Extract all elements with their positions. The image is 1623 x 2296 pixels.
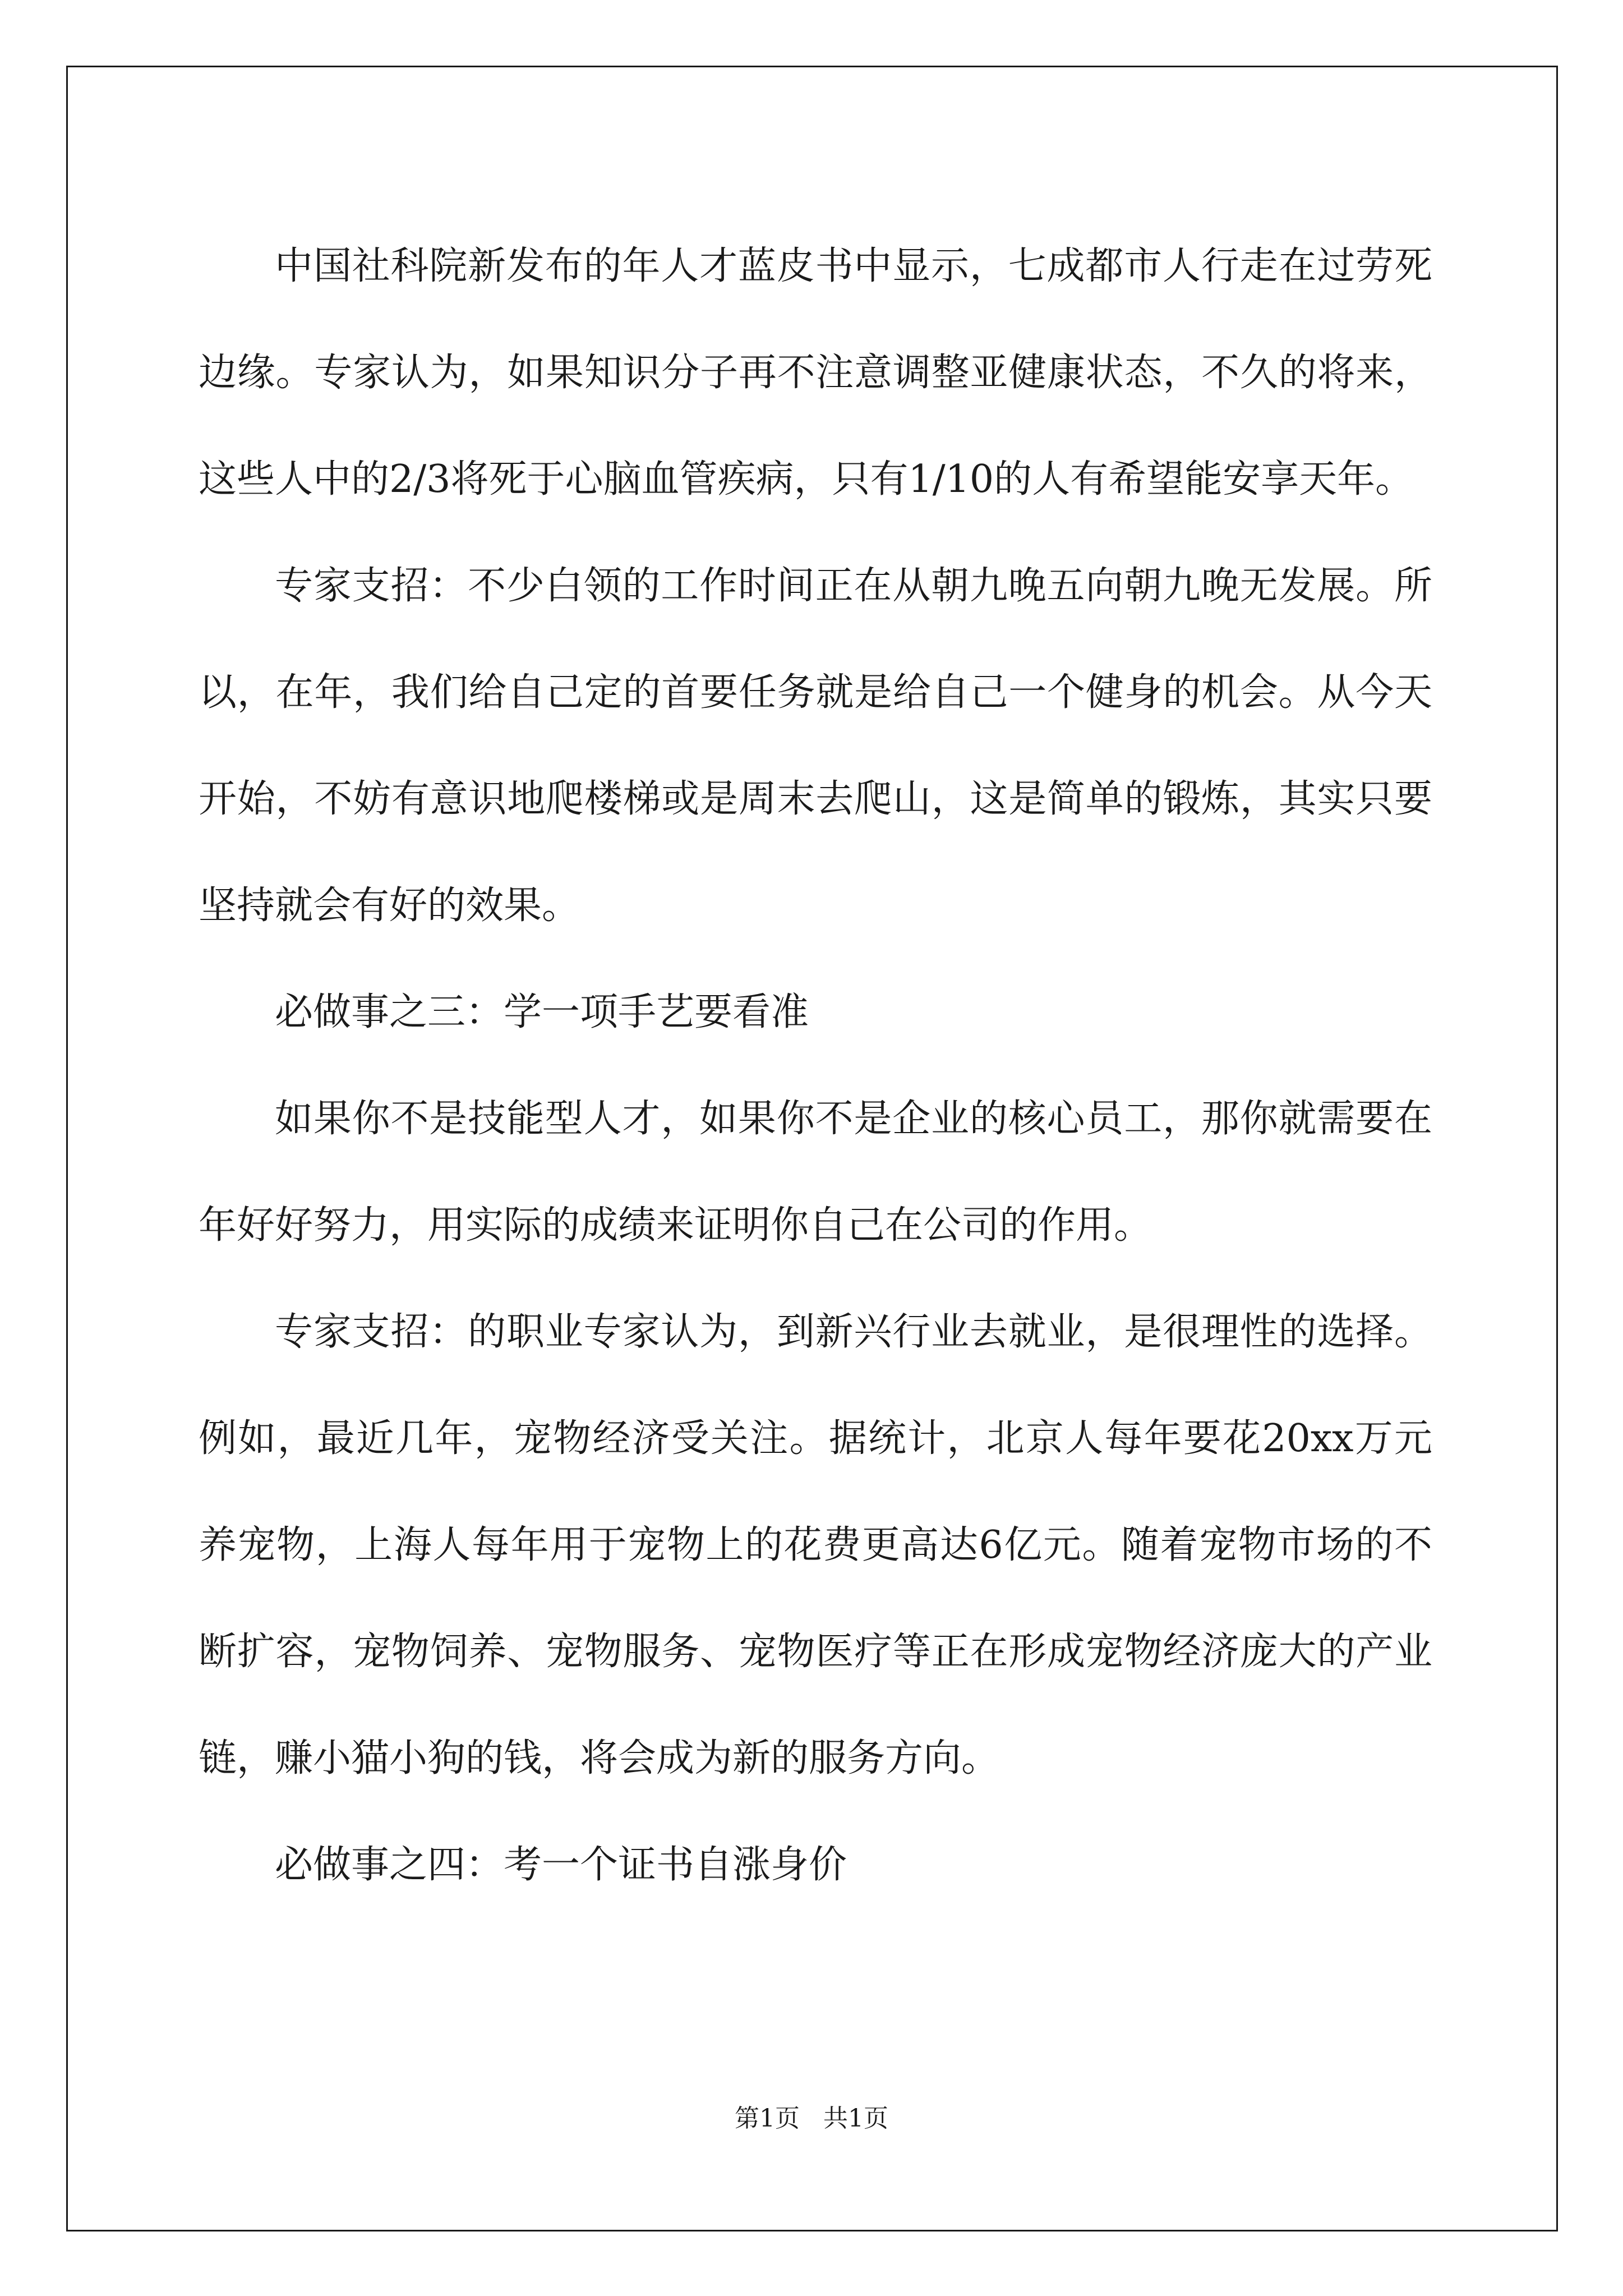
page-number: 第1页 (735, 2104, 800, 2133)
page-footer (0, 2098, 1623, 2134)
paragraph-4: 专家支招：的职业专家认为，到新兴行业去就业，是很理性的选择。例如，最近几年，宠物经济受关注。据统计，北京人每年要花20xx万元养宠物，上海人每年用于宠物上的花费更高达6亿元。随着宠物市场的不断扩容，宠物饲养、宠物服务、宠物医疗等正在形成宠物经济庞大的产业链，赚小猫小狗的钱，将会成为新的服务方向。 (199, 1310, 1432, 1780)
section-heading-4: 必做事之四：考一个证书自涨身价 (275, 1843, 847, 1887)
document-body (199, 213, 1432, 1918)
section-heading-3: 必做事之三：学一项手艺要看准 (275, 990, 809, 1034)
paragraph-2: 专家支招：不少白领的工作时间正在从朝九晚五向朝九晚无发展。所以，在年，我们给自己定的首要任务就是给自己一个健身的机会。从今天开始，不妨有意识地爬楼梯或是周末去爬山，这是简单的锻炼，其实只要坚持就会有好的效果。 (199, 564, 1432, 928)
paragraph-1: 中国社科院新发布的年人才蓝皮书中显示，七成都市人行走在过劳死边缘。专家认为，如果知识分子再不注意调整亚健康状态，不久的将来，这些人中的2/3将死于心脑血管疾病，只有1/10的人有希望能安享天年。 (199, 244, 1432, 501)
page-total: 共1页 (823, 2104, 888, 2133)
paragraph-3: 如果你不是技能型人才，如果你不是企业的核心员工，那你就需要在年好好努力，用实际的成绩来证明你自己在公司的作用。 (199, 1097, 1432, 1248)
